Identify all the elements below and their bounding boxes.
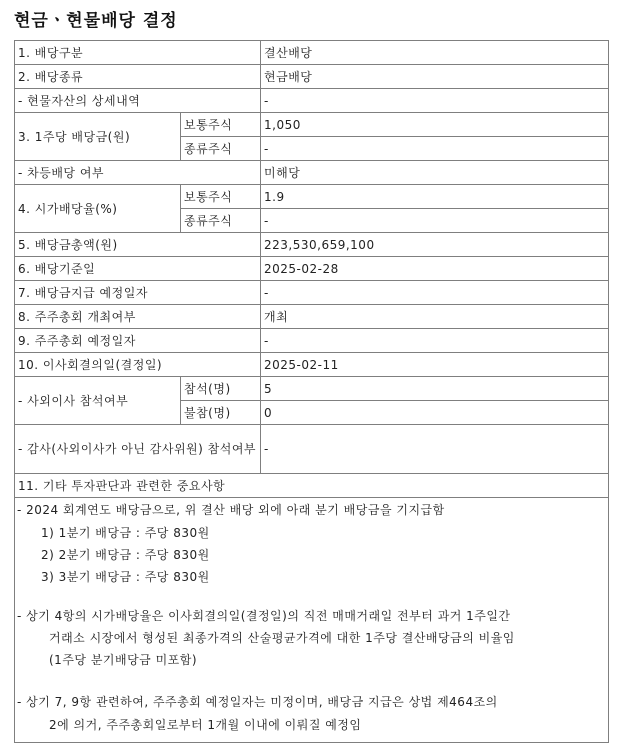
note-line: - 상기 4항의 시가배당율은 이사회결의일(결정일)의 직전 매매거래일 전부터 과거 1주일간 (17, 609, 511, 623)
row-value: 2025-02-11 (261, 353, 609, 377)
row-value: - (261, 89, 609, 113)
row-label: 6. 배당기준일 (15, 257, 261, 281)
row-label: - 감사(사외이사가 아닌 감사위원) 참석여부 (15, 425, 261, 474)
row-value: 223,530,659,100 (261, 233, 609, 257)
note-line: - 2024 회계연도 배당금으로, 위 결산 배당 외에 아래 분기 배당금을 기지급함 (17, 503, 445, 517)
table-row (15, 89, 609, 113)
row-value: 미해당 (261, 161, 609, 185)
table-row (15, 113, 609, 137)
table-row (15, 233, 609, 257)
note-line: - 상기 7, 9항 관련하여, 주주총회 예정일자는 미정이며, 배당금 지급은 상법 제464조의 (17, 695, 498, 709)
row-sublabel: 종류주식 (181, 209, 261, 233)
row-label: 9. 주주총회 예정일자 (15, 329, 261, 353)
table-row (15, 161, 609, 185)
row-label: 7. 배당금지급 예정일자 (15, 281, 261, 305)
page-title: 현금ㆍ현물배당 결정 (14, 11, 178, 31)
notes-cell (15, 498, 609, 743)
row-label: 1. 배당구분 (15, 41, 261, 65)
row-value: 현금배당 (261, 65, 609, 89)
table-row (15, 305, 609, 329)
row-label: 3. 1주당 배당금(원) (15, 113, 181, 161)
note-line: 거래소 시장에서 형성된 최종가격의 산술평균가격에 대한 1주당 결산배당금의 비율임 (49, 631, 515, 645)
row-label: 8. 주주총회 개최여부 (15, 305, 261, 329)
row-value: 결산배당 (261, 41, 609, 65)
row-value: 2025-02-28 (261, 257, 609, 281)
table-row (15, 498, 609, 743)
row-sublabel: 보통주식 (181, 185, 261, 209)
row-value: - (261, 209, 609, 233)
note-line: 1) 1분기 배당금 : 주당 830원 (41, 526, 210, 540)
row-label: 4. 시가배당율(%) (15, 185, 181, 233)
row-value: - (261, 281, 609, 305)
row-label: - 차등배당 여부 (15, 161, 261, 185)
section-heading: 11. 기타 투자판단과 관련한 중요사항 (15, 474, 609, 498)
row-sublabel: 불참(명) (181, 401, 261, 425)
row-value: 개최 (261, 305, 609, 329)
row-value: - (261, 425, 609, 474)
table-row (15, 185, 609, 209)
row-sublabel: 보통주식 (181, 113, 261, 137)
row-value: 1,050 (261, 113, 609, 137)
row-value: 5 (261, 377, 609, 401)
row-sublabel: 종류주식 (181, 137, 261, 161)
note-line: 3) 3분기 배당금 : 주당 830원 (41, 570, 210, 584)
notes-body (15, 498, 608, 742)
table-row (15, 377, 609, 401)
row-value: 0 (261, 401, 609, 425)
row-label: 10. 이사회결의일(결정일) (15, 353, 261, 377)
table-row (15, 474, 609, 498)
row-label: - 사외이사 참석여부 (15, 377, 181, 425)
row-value: 1.9 (261, 185, 609, 209)
table-row (15, 281, 609, 305)
row-label: 2. 배당종류 (15, 65, 261, 89)
table-row (15, 425, 609, 474)
row-value: - (261, 137, 609, 161)
dividend-disclosure-table (14, 40, 609, 743)
row-label: - 현물자산의 상세내역 (15, 89, 261, 113)
table-row (15, 329, 609, 353)
note-line: 2) 2분기 배당금 : 주당 830원 (41, 548, 210, 562)
table-row (15, 257, 609, 281)
table-row (15, 41, 609, 65)
row-sublabel: 참석(명) (181, 377, 261, 401)
note-line: (1주당 분기배당금 미포함) (49, 653, 198, 667)
note-line: 2에 의거, 주주총회일로부터 1개월 이내에 이뤄질 예정임 (49, 718, 362, 732)
table-row (15, 65, 609, 89)
table-row (15, 353, 609, 377)
row-value: - (261, 329, 609, 353)
row-label: 5. 배당금총액(원) (15, 233, 261, 257)
